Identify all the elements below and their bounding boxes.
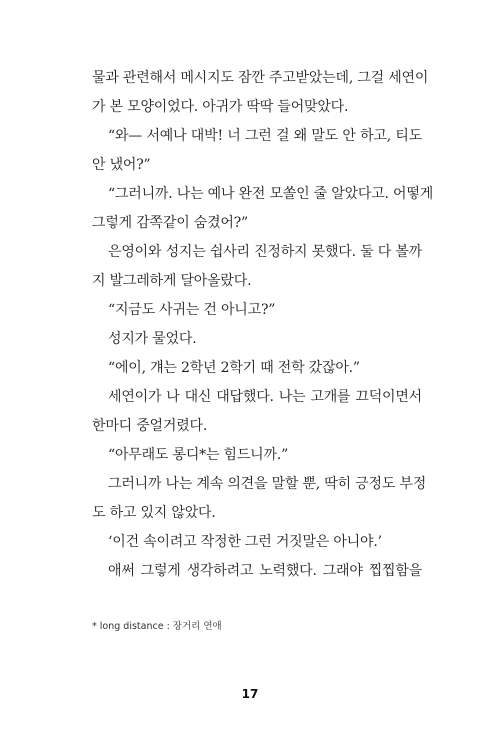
text-line: 애써 그렇게 생각하려고 노력했다. 그래야 찝찝함을 [108, 563, 422, 579]
text-line: 세연이가 나 대신 대답했다. 나는 고개를 끄덕이면서 [108, 389, 422, 405]
text-line: 가 본 모양이었다. 아귀가 딱딱 들어맞았다. [92, 99, 349, 115]
footnote: * long distance : 장거리 연애 [92, 621, 222, 632]
text-line: 그렇게 감쪽같이 숨겼어?” [92, 215, 249, 231]
text-line: 한마디 중얼거렸다. [92, 418, 208, 434]
text-line: 성지가 물었다. [108, 331, 197, 347]
text-line: 안 냈어?” [92, 157, 151, 173]
text-line: 도 하고 있지 않았다. [92, 505, 216, 521]
text-line: 그러니까 나는 계속 의견을 말할 뿐, 딱히 긍정도 부정 [108, 476, 427, 492]
page-number: 17 [241, 687, 259, 701]
text-line: “와— 서예나 대박! 너 그런 걸 왜 말도 안 하고, 티도 [108, 128, 422, 144]
text-line: “지금도 사귀는 건 아니고?” [108, 302, 276, 318]
text-line: 지 발그레하게 달아올랐다. [92, 273, 252, 289]
text-line: 은영이와 성지는 쉽사리 진정하지 못했다. 둘 다 볼까 [108, 244, 422, 260]
text-line: “에이, 걔는 2학년 2학기 때 전학 갔잖아.” [108, 360, 360, 376]
text-line: ‘이건 속이려고 작정한 그런 거짓말은 아니야.’ [108, 534, 382, 550]
text-line: “그러니까. 나는 예나 완전 모쏠인 줄 알았다고. 어떻게 [108, 186, 434, 202]
text-line: “아무래도 롱디*는 힘드니까.” [108, 447, 289, 463]
text-line: 물과 관련해서 메시지도 잠깐 주고받았는데, 그걸 세연이 [92, 70, 429, 86]
